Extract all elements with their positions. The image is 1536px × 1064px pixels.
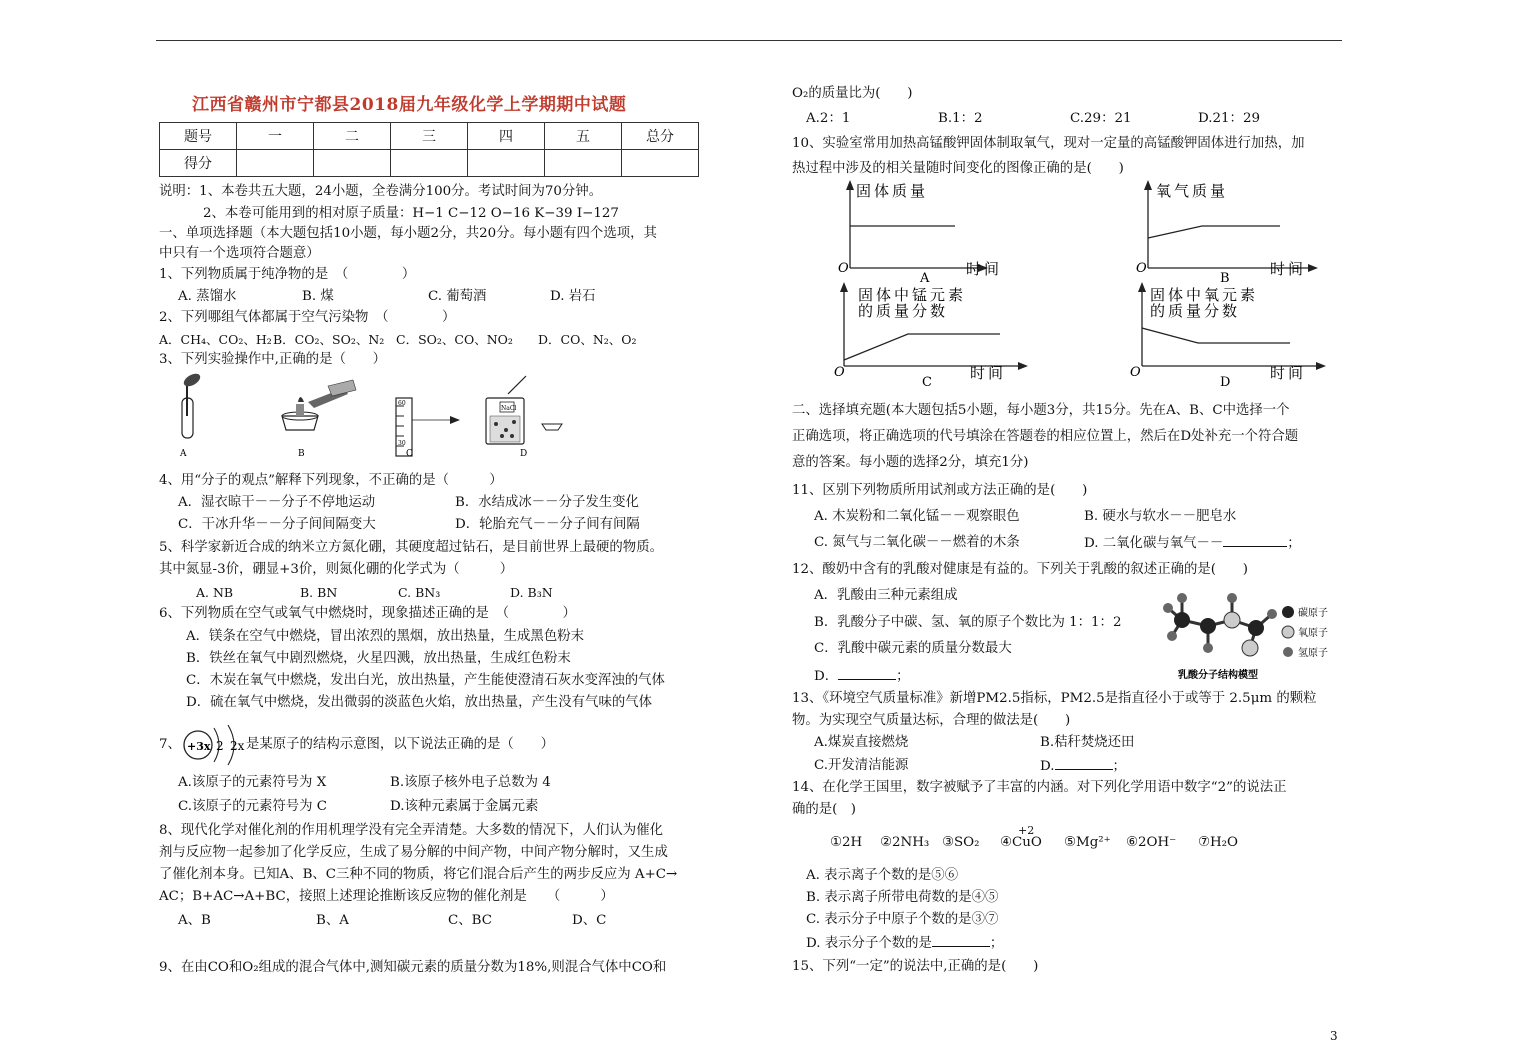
option: A．镁条在空气中燃烧，冒出浓烈的黑烟，放出热量，生成黑色粉末: [186, 629, 584, 644]
graph-d: [1130, 282, 1326, 390]
option-d-fill: [814, 667, 910, 686]
option: A．CH₄、CO₂、H₂: [159, 332, 272, 347]
table-cell: 三: [391, 123, 468, 150]
graph-b-letter: B: [1220, 271, 1230, 286]
formula-item: ②2NH₃: [880, 835, 930, 850]
option: C. 葡萄酒: [428, 289, 487, 304]
option-text: D.: [1040, 759, 1055, 774]
question-9-cont: O₂的质量比为( ): [792, 86, 913, 101]
figure-label-a: A: [180, 449, 187, 458]
question-14: 14、在化学王国里，数字被赋予了丰富的内涵。对下列化学用语中数字“2”的说法正: [792, 780, 1287, 795]
question-6: 6、下列物质在空气或氧气中燃烧时，现象描述正确的是 （ ）: [159, 606, 576, 621]
electron-shell-2: 2x: [230, 739, 245, 753]
option: B. BN: [300, 585, 338, 600]
page-number: 3: [1330, 1029, 1338, 1043]
option: C、BC: [448, 913, 492, 928]
option: B.1：2: [938, 111, 983, 126]
option: C. BN₃: [398, 585, 441, 600]
question-2: 2、下列哪组气体都属于空气污染物 （ ）: [159, 310, 456, 325]
option: D.21：29: [1198, 111, 1260, 126]
section-heading: 中只有一个选项符合题意）: [159, 246, 320, 261]
table-cell: [391, 150, 468, 177]
graph-b-xlabel: 时间: [1270, 260, 1307, 278]
graph-c-letter: C: [922, 375, 932, 390]
option-d-fill: [1040, 757, 1126, 776]
q10-graphs: [830, 178, 1340, 396]
punct: ；: [989, 936, 1004, 951]
graph-d-letter: D: [1220, 375, 1231, 390]
lactic-acid-model: [1152, 584, 1344, 684]
table-row: [160, 150, 699, 177]
graph-d-title-1: 固体中氧元素: [1150, 286, 1259, 304]
table-cell: 得分: [160, 150, 237, 177]
svg-text:30: 30: [398, 440, 406, 447]
graph-d-title-2: 的质量分数: [1150, 302, 1241, 320]
graph-c-origin: O: [834, 365, 845, 380]
option: D．轮胎充气－－分子间有间隔: [455, 517, 640, 532]
graph-a-title: 固体质量: [856, 182, 929, 200]
table-cell: 总分: [622, 123, 699, 150]
legend-carbon: 碳原子: [1298, 608, 1328, 619]
graph-c-title-1: 固体中锰元素: [858, 286, 967, 304]
option: B.秸秆焚烧还田: [1040, 735, 1135, 750]
note-line: 说明：1、本卷共五大题，24小题，全卷满分100分。考试时间为70分钟。: [159, 184, 603, 199]
question-13: 13、《环境空气质量标准》新增PM2.5指标，PM2.5是指直径小于或等于 2.5μm 的颗粒: [792, 691, 1317, 706]
formula-item: ④CuO: [1000, 835, 1042, 850]
lab-operations-figure: [168, 372, 568, 458]
section-heading: 正确选项，将正确选项的代号填涂在答题卷的相应位置上，然后在D处补充一个符合题: [792, 429, 1299, 444]
section-heading: 一、单项选择题（本大题包括10小题，每小题2分，共20分。每小题有四个选项，其: [159, 226, 657, 241]
graph-b-origin: O: [1136, 261, 1147, 276]
graph-a: [838, 180, 1002, 286]
graph-c-title-2: 的质量分数: [858, 302, 949, 320]
option: D．硫在氧气中燃烧，发出微弱的淡蓝色火焰，放出热量，产生没有气味的气体: [186, 695, 653, 710]
option: A. 表示离子个数的是⑤⑥: [806, 868, 959, 883]
option: B. 煤: [302, 289, 334, 304]
atom-structure-diagram: [180, 722, 246, 768]
question-5-cont: 其中氮显-3价，硼显+3价，则氮化硼的化学式为（ ）: [159, 562, 514, 577]
table-cell: [237, 150, 314, 177]
option: C. 表示分子中原子个数的是③⑦: [806, 912, 999, 927]
option: B. 硬水与软水－－肥皂水: [1084, 509, 1237, 524]
formula-item: ⑥2OH⁻: [1126, 835, 1177, 850]
question-1: 1、下列物质属于纯净物的是 （ ）: [159, 267, 416, 282]
option: C. 氮气与二氧化碳－－燃着的木条: [814, 535, 1020, 550]
option-d-fill: [1084, 534, 1301, 553]
svg-text:60: 60: [398, 400, 406, 407]
option: C．木炭在氧气中燃烧，发出白光，放出热量，产生能使澄清石灰水变浑浊的气体: [186, 673, 665, 688]
table-cell: [314, 150, 391, 177]
legend-oxygen: 氧原子: [1298, 628, 1328, 639]
question-8-cont: AC；B+AC→A+BC，接照上述理论推断该反应物的催化剂是 （ ）: [159, 889, 614, 904]
option: A. 蒸馏水: [178, 289, 237, 304]
graph-a-origin: O: [838, 261, 849, 276]
electron-shell-1: 2: [216, 739, 224, 753]
section-heading: 二、选择填充题(本大题包括5小题，每小题3分，共15分。先在A、B、C中选择一个: [792, 403, 1290, 418]
page-title: 江西省赣州市宁都县2018届九年级化学上学期期中试题: [192, 95, 627, 115]
question-13-cont: 物。为实现空气质量达标，合理的做法是( ): [792, 713, 1071, 728]
question-14-cont: 确的是( ): [792, 802, 857, 817]
option: B. 表示离子所带电荷数的是④⑤: [806, 890, 999, 905]
table-cell: 题号: [160, 123, 237, 150]
option: D.该种元素属于金属元素: [390, 799, 539, 814]
graduated-cylinder-illustration: [396, 398, 460, 456]
section-heading: 意的答案。每小题的选择2分，填充1分): [792, 455, 1029, 470]
option: A.煤炭直接燃烧: [814, 735, 909, 750]
option: A．湿衣晾干－－分子不停地运动: [178, 495, 376, 510]
nucleus-charge: +3x: [187, 740, 211, 753]
option: B、A: [316, 913, 349, 928]
option: A. NB: [196, 585, 234, 600]
question-10: 10、实验室常用加热高锰酸钾固体制取氧气，现对一定量的高锰酸钾固体进行加热，加: [792, 136, 1305, 151]
table-cell: [468, 150, 545, 177]
question-10-cont: 热过程中涉及的相关量随时间变化的图像正确的是( ): [792, 161, 1124, 176]
option: B．水结成冰－－分子发生变化: [455, 495, 639, 510]
table-row: [160, 123, 699, 150]
option: C.开发清洁能源: [814, 758, 909, 773]
model-caption: 乳酸分子结构模型: [1178, 670, 1258, 681]
option: A.该原子的元素符号为 X: [178, 775, 327, 790]
option-d-fill: [806, 934, 1003, 953]
option-text: D. 表示分子个数的是: [806, 936, 932, 951]
punct: ；: [896, 669, 910, 684]
option: A、B: [178, 913, 211, 928]
valence-superscript: +2: [1018, 824, 1035, 837]
graph-d-origin: O: [1130, 365, 1141, 380]
svg-text:NaCl: NaCl: [501, 405, 517, 412]
option: D. 岩石: [550, 289, 596, 304]
figure-label-c: C: [406, 449, 413, 458]
alcohol-lamp-illustration: [282, 380, 356, 430]
option: C.该原子的元素符号为 C: [178, 799, 328, 814]
option: A. 木炭粉和二氧化锰－－观察眼色: [814, 509, 1020, 524]
answer-blank[interactable]: [838, 667, 896, 680]
option: A.2：1: [806, 111, 851, 126]
graph-c: [834, 282, 1028, 390]
table-cell: [545, 150, 622, 177]
option: D. B₃N: [510, 585, 553, 600]
legend-hydrogen: 氢原子: [1298, 648, 1328, 659]
question-12: 12、酸奶中含有的乳酸对健康是有益的。下列关于乳酸的叙述正确的是( ): [792, 562, 1248, 577]
option-text: D．: [814, 669, 839, 684]
question-8-cont: 了催化剂本身。已知A、B、C三种不同的物质，将它们混合后产生的两步反应为 A+C→: [159, 867, 678, 882]
punct: ；: [1287, 536, 1301, 551]
graph-d-xlabel: 时间: [1270, 364, 1307, 382]
formula-item: ①2H: [830, 835, 863, 850]
answer-blank[interactable]: [1223, 534, 1287, 547]
table-cell: [622, 150, 699, 177]
option: D、C: [572, 913, 607, 928]
formula-item: ③SO₂: [942, 835, 980, 850]
option: C.29：21: [1070, 111, 1132, 126]
header-rule: [156, 40, 1342, 41]
table-cell: 四: [468, 123, 545, 150]
option: C．乳酸中碳元素的质量分数最大: [814, 641, 1012, 656]
answer-blank[interactable]: [1055, 757, 1113, 770]
table-cell: 二: [314, 123, 391, 150]
question-8: 8、现代化学对催化剂的作用机理学没有完全弄清楚。大多数的情况下，人们认为催化: [159, 823, 663, 838]
option: C．干冰升华－－分子间间隔变大: [178, 517, 376, 532]
question-5: 5、科学家新近合成的纳米立方氮化硼，其硬度超过钻石，是目前世界上最硬的物质。: [159, 540, 663, 555]
weighing-illustration: [486, 376, 562, 444]
option: B．乳酸分子中碳、氢、氧的原子个数比为 1：1：2: [814, 615, 1122, 630]
graph-a-xlabel: 时间: [966, 260, 1003, 278]
option: B.该原子核外电子总数为 4: [390, 775, 551, 790]
punct: ；: [1112, 759, 1126, 774]
formula-item: ⑦H₂O: [1198, 835, 1239, 850]
score-table: [159, 122, 699, 177]
question-9: 9、在由CO和O₂组成的混合气体中,测知碳元素的质量分数为18%,则混合气体中CO和: [159, 960, 667, 975]
option: B．CO₂、SO₂、N₂: [273, 332, 385, 347]
option-text: D. 二氧化碳与氧气－－: [1084, 536, 1224, 551]
figure-label-d: D: [520, 449, 528, 458]
option: A．乳酸由三种元素组成: [814, 588, 958, 603]
option: B．铁丝在氧气中剧烈燃烧，火星四溅，放出热量，生成红色粉末: [186, 651, 571, 666]
formula-item: ⑤Mg²⁺: [1064, 835, 1111, 850]
question-8-cont: 剂与反应物一起参加了化学反应，生成了易分解的中间产物，中间产物分解时，又生成: [159, 845, 668, 860]
question-7-number: 7、: [159, 737, 181, 752]
question-4: 4、用“分子的观点”解释下列现象，不正确的是（ ）: [159, 473, 503, 488]
question-7: 是某原子的结构示意图，以下说法正确的是（ ）: [246, 737, 554, 752]
question-15: 15、下列“一定”的说法中,正确的是( ): [792, 959, 1039, 974]
option: D．CO、N₂、O₂: [538, 332, 637, 347]
graph-a-letter: A: [920, 271, 930, 286]
dropper-testtube-illustration: [182, 372, 203, 438]
option: C．SO₂、CO、NO₂: [396, 332, 513, 347]
question-11: 11、区别下列物质所用试剂或方法正确的是( ): [792, 483, 1088, 498]
graph-b-title: 氧气质量: [1156, 182, 1229, 200]
note-line: 2、本卷可能用到的相对原子质量：H−1 C−12 O−16 K−39 I−127: [203, 206, 619, 221]
answer-blank[interactable]: [932, 934, 990, 947]
table-cell: 一: [237, 123, 314, 150]
table-cell: 五: [545, 123, 622, 150]
question-3: 3、下列实验操作中,正确的是（ ）: [159, 352, 387, 367]
graph-b: [1136, 180, 1318, 286]
figure-label-b: B: [298, 449, 305, 458]
graph-c-xlabel: 时间: [970, 364, 1007, 382]
